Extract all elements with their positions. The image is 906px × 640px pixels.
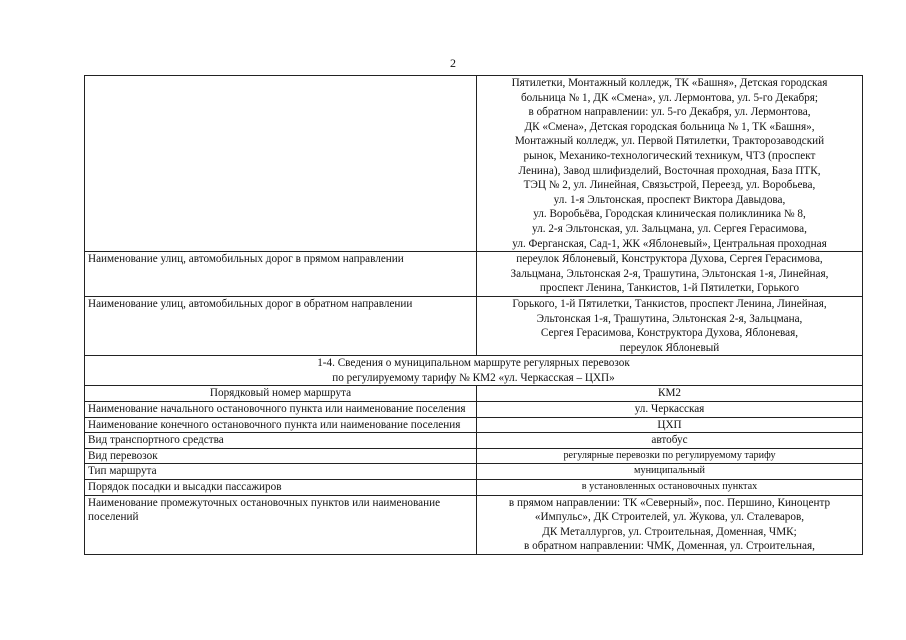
- table-row: [85, 402, 863, 418]
- text-line: «Импульс», ДК Строителей, ул. Жукова, ул. Сталеваров,: [534, 511, 805, 524]
- streets-forward-label: Наименование улиц, автомобильных дорог в прямом направлении: [85, 252, 477, 297]
- text-line: ДК Металлургов, ул. Строительная, Доменная, ЧМК;: [542, 525, 797, 538]
- transport-kind-value: регулярные перевозки по регулируемому тарифу: [477, 448, 863, 464]
- text-line: Сергея Герасимова, Конструктора Духова, Яблоневая,: [540, 327, 799, 340]
- table-row: [85, 76, 863, 252]
- text-line: ДК «Смена», Детская городская больница № 1, ТК «Башня»,: [524, 120, 815, 133]
- intermediate-stops-value: [477, 495, 863, 554]
- table-row: [85, 480, 863, 496]
- boarding-order-value: в установленных остановочных пунктах: [477, 480, 863, 496]
- text-line: в обратном направлении: ЧМК, Доменная, ул. Строительная,: [524, 540, 815, 553]
- text-line: Монтажный колледж, ул. Первой Пятилетки, Тракторозаводский: [514, 135, 825, 148]
- text-line: больница № 1, ДК «Смена», ул. Лермонтова, ул. 5-го Декабря;: [520, 91, 818, 104]
- route-type-label: Тип маршрута: [85, 464, 477, 480]
- text-line: ул. Воробьёва, Городская клиническая поликлиника № 8,: [533, 208, 806, 221]
- page-number: 2: [450, 56, 456, 70]
- text-line: Зальцмана, Эльтонская 2-я, Трашутина, Эльтонская 1-я, Линейная,: [510, 267, 829, 280]
- section-title-line: 1-4. Сведения о муниципальном маршруте регулярных перевозок: [317, 357, 630, 370]
- end-stop-label: Наименование конечного остановочного пункта или наименование поселения: [85, 417, 477, 433]
- text-line: ул. 1-я Эльтонская, проспект Виктора Давыдова,: [553, 193, 786, 206]
- text-line: ул. 2-я Эльтонская, ул. Зальцмана, ул. Сергея Герасимова,: [532, 222, 807, 235]
- text-line: ул. Ферганская, Сад-1, ЖК «Яблоневый», Центральная проходная: [512, 237, 827, 250]
- route-info-table: [84, 75, 863, 555]
- table-row: [85, 417, 863, 433]
- table-row: [85, 356, 863, 386]
- table-row: [85, 386, 863, 402]
- route-number-label: Порядковый номер маршрута: [85, 386, 477, 402]
- vehicle-type-label: Вид транспортного средства: [85, 433, 477, 449]
- table-row: [85, 296, 863, 355]
- start-stop-value: ул. Черкасская: [477, 402, 863, 418]
- start-stop-label: Наименование начального остановочного пункта или наименование поселения: [85, 402, 477, 418]
- text-line: переулок Яблоневый: [619, 341, 720, 354]
- route-type-value: муниципальный: [477, 464, 863, 480]
- route-number-value: КМ2: [477, 386, 863, 402]
- text-line: проспект Ленина, Танкистов, 1-й Пятилетки, Горького: [539, 282, 800, 295]
- table-row: [85, 448, 863, 464]
- text-line: в прямом направлении: ТК «Северный», пос. Першино, Киноцентр: [508, 496, 831, 509]
- text-line: Эльтонская 1-я, Трашутина, Эльтонская 2-я, Зальцмана,: [536, 312, 803, 325]
- section-header: [85, 356, 863, 386]
- text-line: переулок Яблоневый, Конструктора Духова, Сергея Герасимова,: [516, 253, 823, 266]
- text-line: Ленина), Завод шлифизделий, Восточная проходная, База ПТК,: [518, 164, 821, 177]
- table-row: [85, 433, 863, 449]
- continuation-label-cell: [85, 76, 477, 252]
- table-row: [85, 252, 863, 297]
- continuation-stops-cell: [477, 76, 863, 252]
- section-title-line: по регулируемому тарифу № КМ2 «ул. Черкасская – ЦХП»: [332, 371, 615, 384]
- streets-backward-label: Наименование улиц, автомобильных дорог в обратном направлении: [85, 296, 477, 355]
- boarding-order-label: Порядок посадки и высадки пассажиров: [85, 480, 477, 496]
- transport-kind-label: Вид перевозок: [85, 448, 477, 464]
- intermediate-stops-label: Наименование промежуточных остановочных пунктов или наименование поселений: [85, 495, 477, 554]
- text-line: в обратном направлении: ул. 5-го Декабря, ул. Лермонтова,: [528, 106, 811, 119]
- streets-backward-value: [477, 296, 863, 355]
- text-line: ТЭЦ № 2, ул. Линейная, Связьстрой, Переезд, ул. Воробьева,: [523, 179, 816, 192]
- vehicle-type-value: автобус: [477, 433, 863, 449]
- text-line: Горького, 1-й Пятилетки, Танкистов, проспект Ленина, Линейная,: [512, 297, 827, 310]
- text-line: рынок, Механико-технологический техникум, ЧТЗ (проспект: [523, 149, 816, 162]
- end-stop-value: ЦХП: [477, 417, 863, 433]
- table-row: [85, 495, 863, 554]
- streets-forward-value: [477, 252, 863, 297]
- table-row: [85, 464, 863, 480]
- text-line: Пятилетки, Монтажный колледж, ТК «Башня», Детская городская: [511, 77, 828, 89]
